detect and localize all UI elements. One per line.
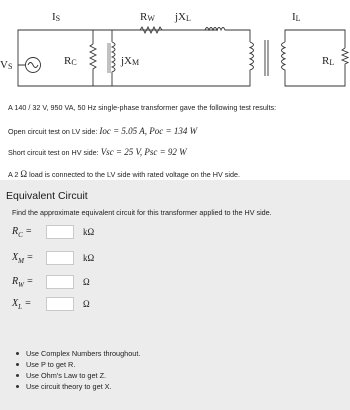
xl-row: $X_L$ = Ω bbox=[12, 297, 90, 311]
vs-label: VS bbox=[0, 59, 13, 71]
open-circuit-test: Open circuit test on LV side: Ioc = 5.05 A, Poc = 134 W bbox=[8, 126, 198, 136]
problem-statement: A 140 / 32 V, 950 VA, 50 Hz single-phase transformer gave the following test results: bbox=[8, 103, 277, 112]
rc-input[interactable] bbox=[46, 225, 74, 239]
rl-resistor-icon bbox=[342, 48, 348, 72]
bullet-icon bbox=[16, 352, 19, 355]
rc-label: RC bbox=[64, 55, 77, 67]
load-statement: A 2 Ω load is connected to the LV side with rated voltage on the HV side. bbox=[8, 169, 240, 179]
rc-row: $R_C$ = kΩ bbox=[12, 225, 95, 239]
rw-row: $R_W$ = Ω bbox=[12, 275, 90, 289]
short-circuit-test: Short circuit test on HV side: Vsc = 25 V, Psc = 92 W bbox=[8, 147, 187, 157]
tips-list bbox=[10, 348, 140, 392]
rw-label: RW bbox=[140, 11, 155, 23]
bullet-icon bbox=[16, 374, 19, 377]
rw-input[interactable] bbox=[46, 275, 74, 289]
section-subtitle: Find the approximate equivalent circuit for this transformer applied to the HV side. bbox=[12, 208, 272, 217]
list-item: Use circuit theory to get X. bbox=[10, 381, 140, 392]
is-label: IS bbox=[52, 11, 61, 23]
jxm-label: jXM bbox=[121, 55, 140, 67]
il-label: IL bbox=[292, 11, 301, 23]
jxm-coil-icon bbox=[108, 42, 115, 74]
bullet-icon bbox=[16, 385, 19, 388]
rc-unit: kΩ bbox=[83, 227, 95, 237]
equivalent-circuit-panel bbox=[0, 180, 350, 410]
list-item: Use Ohm's Law to get Z. bbox=[10, 370, 140, 381]
xm-row: $X_M$ = kΩ bbox=[12, 251, 95, 265]
open-circuit-values: Ioc = 5.05 A, Poc = 134 W bbox=[99, 126, 198, 136]
xm-unit: kΩ bbox=[83, 253, 95, 263]
bullet-icon bbox=[16, 363, 19, 366]
list-item: Use P to get R. bbox=[10, 359, 140, 370]
xl-unit: Ω bbox=[83, 299, 90, 309]
list-item: Use Complex Numbers throughout. bbox=[10, 348, 140, 359]
circuit-diagram bbox=[0, 0, 350, 108]
section-title: Equivalent Circuit bbox=[6, 190, 88, 202]
jxl-label: jXL bbox=[175, 11, 191, 23]
ideal-transformer-icon bbox=[250, 40, 285, 76]
rl-label: RL bbox=[322, 55, 335, 67]
xl-input[interactable] bbox=[46, 297, 74, 311]
rw-unit: Ω bbox=[83, 277, 90, 287]
short-circuit-values: Vsc = 25 V, Psc = 92 W bbox=[100, 147, 187, 157]
rc-resistor-icon bbox=[90, 44, 96, 74]
xm-input[interactable] bbox=[46, 251, 74, 265]
